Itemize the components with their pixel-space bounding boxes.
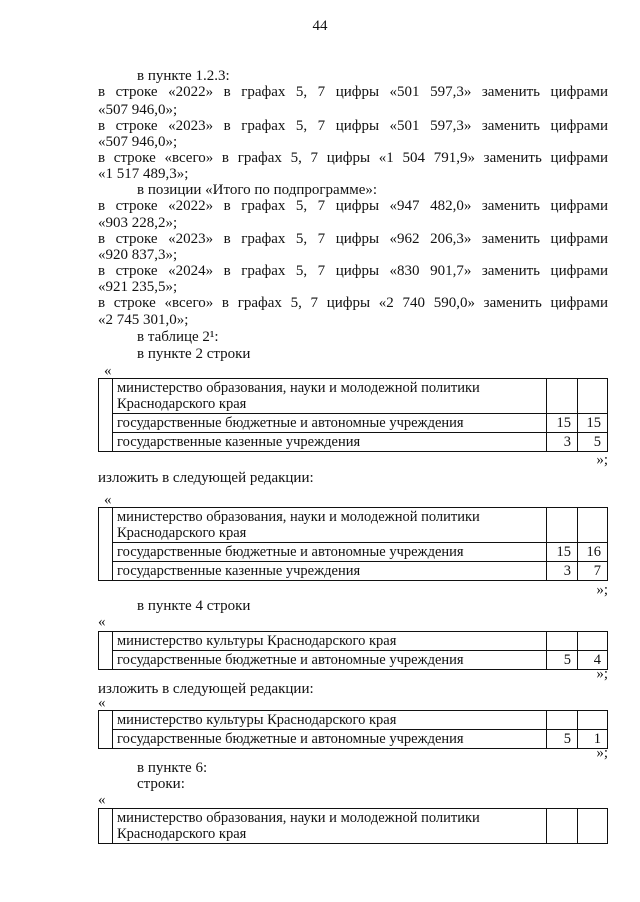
table-row [99, 414, 608, 433]
table-point4-original [98, 631, 608, 670]
text-line: в строке «2023» в графах 5, 7 цифры «501 597,3» заменить цифрами [98, 118, 608, 134]
text-line: в пункте 4 строки [137, 598, 251, 614]
row-label: государственные казенные учреждения [113, 562, 547, 581]
open-quote: « [98, 614, 106, 630]
row-label: государственные казенные учреждения [113, 433, 547, 452]
text-line: «920 837,3»; [98, 247, 178, 263]
text-line: в строке «2022» в графах 5, 7 цифры «501 597,3» заменить цифрами [98, 84, 608, 100]
text-line: «507 946,0»; [98, 134, 178, 150]
cell-value: 5 [547, 651, 578, 670]
cell-value: 3 [547, 433, 578, 452]
cell-value: 16 [578, 543, 608, 562]
row-label: министерство образования, науки и молодежной политики Краснодарского края [113, 379, 547, 414]
table-row [99, 730, 608, 749]
text-line: в строке «2023» в графах 5, 7 цифры «962 206,3» заменить цифрами [98, 231, 608, 247]
table-row [99, 379, 608, 414]
page-number: 44 [312, 18, 328, 34]
cell-value: 1 [578, 730, 608, 749]
table-row [99, 562, 608, 581]
row-label: государственные бюджетные и автономные учреждения [113, 730, 547, 749]
text-line: «507 946,0»; [98, 102, 178, 118]
open-quote: « [98, 695, 106, 711]
table-row [99, 543, 608, 562]
text-line: в пункте 1.2.3: [137, 68, 230, 84]
text-line: «903 228,2»; [98, 215, 178, 231]
close-quote: »; [596, 452, 608, 468]
text-line: в строке «всего» в графах 5, 7 цифры «2 740 590,0» заменить цифрами [98, 295, 608, 311]
cell-value: 15 [578, 414, 608, 433]
close-quote: »; [596, 745, 608, 761]
table-point6-original [98, 808, 608, 844]
cell-value: 7 [578, 562, 608, 581]
open-quote: « [98, 792, 106, 808]
text-line: строки: [137, 776, 185, 792]
table-point2-original [98, 378, 608, 452]
text-line: в пункте 2 строки [137, 346, 251, 362]
edit-phrase: изложить в следующей редакции: [98, 681, 314, 697]
row-label: министерство культуры Краснодарского края [113, 632, 547, 651]
text-line: в таблице 2¹: [137, 329, 219, 345]
table-row [99, 651, 608, 670]
table-point2-new [98, 507, 608, 581]
row-label: министерство образования, науки и молодежной политики Краснодарского края [113, 508, 547, 543]
cell-value: 15 [547, 414, 578, 433]
table-row [99, 508, 608, 543]
table-row [99, 632, 608, 651]
open-quote: « [104, 492, 112, 508]
row-label: государственные бюджетные и автономные учреждения [113, 543, 547, 562]
cell-value: 15 [547, 543, 578, 562]
open-quote: « [104, 363, 112, 379]
table-point4-new [98, 710, 608, 749]
table-row [99, 433, 608, 452]
close-quote: »; [596, 582, 608, 598]
edit-phrase: изложить в следующей редакции: [98, 470, 314, 486]
cell-value: 3 [547, 562, 578, 581]
close-quote: »; [596, 666, 608, 682]
cell-value: 5 [578, 433, 608, 452]
text-line: в позиции «Итого по подпрограмме»: [137, 182, 378, 198]
text-line: «921 235,5»; [98, 279, 178, 295]
text-line: в строке «всего» в графах 5, 7 цифры «1 504 791,9» заменить цифрами [98, 150, 608, 166]
table-row [99, 809, 608, 844]
row-label: государственные бюджетные и автономные учреждения [113, 414, 547, 433]
text-line: «1 517 489,3»; [98, 166, 189, 182]
text-line: в строке «2024» в графах 5, 7 цифры «830 901,7» заменить цифрами [98, 263, 608, 279]
text-line: в строке «2022» в графах 5, 7 цифры «947 482,0» заменить цифрами [98, 198, 608, 214]
cell-value: 4 [578, 651, 608, 670]
table-row [99, 711, 608, 730]
row-label: министерство культуры Краснодарского края [113, 711, 547, 730]
text-line: «2 745 301,0»; [98, 312, 189, 328]
cell-value: 5 [547, 730, 578, 749]
row-label: министерство образования, науки и молодежной политики Краснодарского края [113, 809, 547, 844]
text-line: в пункте 6: [137, 760, 208, 776]
row-label: государственные бюджетные и автономные учреждения [113, 651, 547, 670]
